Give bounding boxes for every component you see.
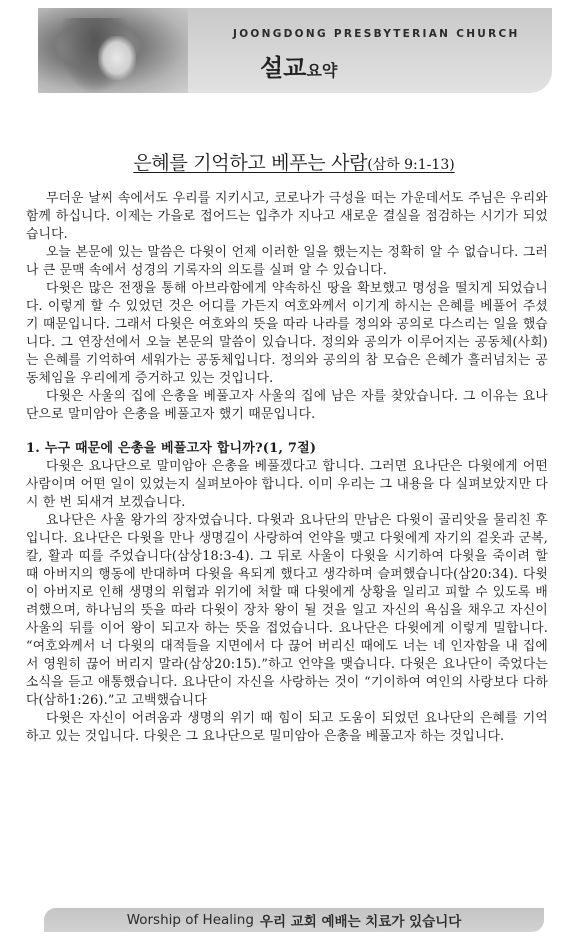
footer-banner bbox=[44, 908, 544, 932]
sermon-label-big: 설교 bbox=[260, 54, 307, 82]
intro-paragraph: 다윗은 많은 전쟁을 통해 아브라함에게 약속하신 땅을 확보했고 명성을 떨치게 되었습니다. 이렇게 할 수 있었던 것은 어디를 가든지 여호와께서 이기게 하시는 은혜를 베풀어 주셨기 때문입니다. 그래서 다윗은 여호와의 뜻을 따라 나라를 정의와 공의로 다스리는 일을 했습니다. 그 연장선에서 오늘 본문의 말씀이 있습니다. 정의와 공의가 이루어지는 공동체(사회)는 은혜를 기억하여 세워가는 공동체입니다. 정의와 공의의 참 모습은 은혜가 흘러넘치는 공동체임을 우리에게 증거하고 있는 것입니다. bbox=[26, 281, 548, 386]
footer-korean: 우리 교회 예배는 치료가 있습니다 bbox=[259, 914, 462, 930]
sermon-title-main: 은혜를 기억하고 베푸는 사람 bbox=[133, 152, 368, 174]
church-name: JOONGDONG PRESBYTERIAN CHURCH bbox=[233, 28, 520, 40]
footer-english: Worship of Healing bbox=[126, 912, 254, 928]
scripture-reference: (삼하 9:1-13) bbox=[367, 157, 455, 173]
sermon-body bbox=[26, 190, 548, 746]
sermon-label-small: 요약 bbox=[306, 61, 338, 80]
praying-hands bbox=[98, 36, 136, 80]
sermon-title bbox=[0, 148, 588, 175]
section-paragraph: 다윗은 자신이 어려움과 생명의 위기 때 힘이 되고 도움이 되었던 요나단의 은혜를 기억하고 있는 것입니다. 다윗은 그 요나단으로 밀미암아 은총을 베풀고자 하는 것입니다. bbox=[26, 711, 548, 744]
section-paragraph: 요나단은 사울 왕가의 장자였습니다. 다윗과 요나단의 만남은 다윗이 골리앗을 물리친 후입니다. 요나단은 다윗을 만나 생명길이 사랑하여 언약을 맺고 다윗에게 자기의 겉옷과 군복, 칼, 활과 띠를 주었습니다(삼상18:3-4). 그 뒤로 사울이 다윗을 시기하여 다윗을 죽이려 할 때 아버지의 행동에 반대하며 다윗을 욕되게 했다고 생각하며 슬퍼했습니다(삼20:34). 다윗이 아버지로 인해 생명의 위협과 위기에 처할 때 다윗에게 상황을 일리고 피할 수 있도록 배려했으며, 하나님의 뜻을 따라 다윗이 장차 왕이 될 것을 일고 자신의 욕심을 채우고 자신이 사울의 뒤를 이어 왕이 되고자 하는 뜻을 접었습니다. 요나단은 다윗에게 이렇게 밀합니다. “여호와께서 너 다윗의 대적들을 지면에서 다 끊어 버리신 때에도 너는 네 인자함을 내 집에서 영원히 끊어 버리지 말라(삼상20:15).”하고 언약을 맺습니다. 다윗은 요나단이 죽었다는 소식을 듣고 애통했습니다. 요나단이 자신을 사랑하는 것이 “기이하여 여인의 사랑보다 다하다(삼하1:26).”고 고백했습니다 bbox=[26, 513, 548, 708]
praying-person-image bbox=[38, 8, 188, 93]
header-banner bbox=[38, 8, 552, 93]
sermon-summary-label bbox=[260, 48, 337, 83]
intro-paragraph: 다윗은 사울의 집에 은총을 베풀고자 사울의 집에 남은 자를 찾았습니다. 그 이유는 요나단으로 말미암아 은총을 베풀고자 했기 때문입니다. bbox=[26, 389, 548, 422]
intro-paragraph: 무더운 날씨 속에서도 우리를 지키시고, 코로나가 극성을 떠는 가운데서도 주님은 우리와 함께 하십니다. 이제는 가을로 접어드는 입추가 지나고 새로운 결실을 점검하는 시기가 되었습니다. bbox=[26, 191, 548, 242]
intro-paragraph: 오늘 본문에 있는 말씀은 다윗이 언제 이러한 일을 했는지는 정확히 알 수 없습니다. 그러나 큰 문맥 속에서 성경의 기록자의 의도를 실펴 알 수 있습니다. bbox=[26, 245, 548, 278]
section-paragraph: 다윗은 요나단으로 말미암아 은총을 베풀겠다고 합니다. 그러면 요나단은 다윗에게 어떤 사람이며 어떤 일이 있었는지 실펴보아야 합니다. 이미 우리는 그 내용을 다 실펴보았지만 다시 한 번 되새겨 보겠습니다. bbox=[26, 459, 548, 510]
section-heading: 1. 누구 때문에 은총을 베풀고자 합니까?(1, 7절) bbox=[26, 441, 317, 456]
